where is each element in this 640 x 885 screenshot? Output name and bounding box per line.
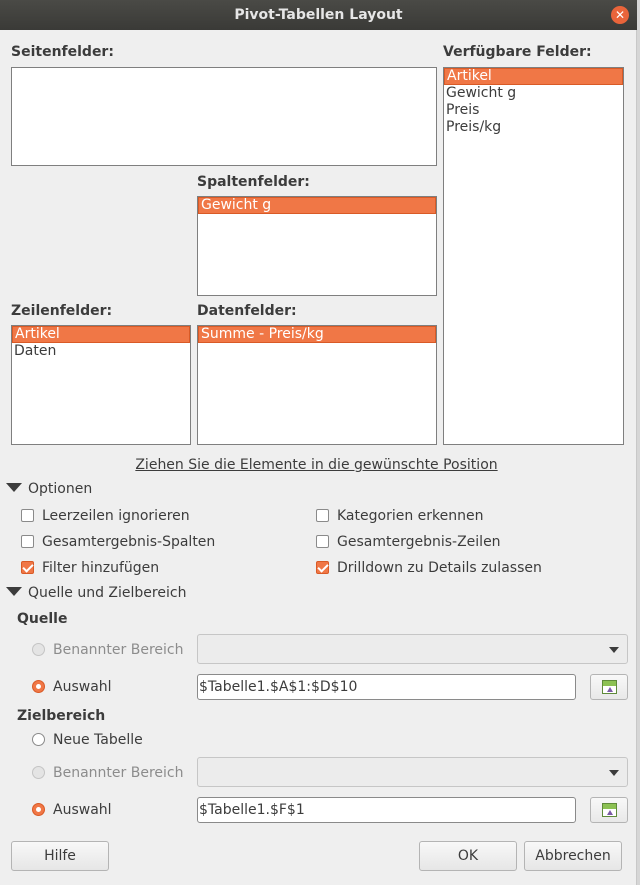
expander-triangle-icon [6,587,22,596]
close-icon[interactable]: ✕ [611,6,629,24]
source-range-input[interactable]: $Tabelle1.$A$1:$D$10 [197,674,576,700]
window-title: Pivot-Tabellen Layout [234,7,403,23]
ok-button[interactable]: OK [419,841,517,871]
page-fields-list[interactable] [11,67,437,166]
list-item[interactable]: Artikel [444,68,623,85]
dest-new-table-radio[interactable] [32,732,143,748]
list-item[interactable]: Gewicht g [446,85,517,101]
source-dest-expander[interactable] [6,585,186,601]
source-dest-header: Quelle und Zielbereich [28,585,187,601]
ignore-empty-rows-checkbox[interactable] [21,508,190,524]
source-shrink-button[interactable] [590,674,628,700]
radio-icon [32,643,45,656]
checkbox-label: Filter hinzufügen [42,560,160,576]
source-selection-radio[interactable] [32,679,112,695]
data-fields-list[interactable] [197,325,437,445]
checkbox-label: Kategorien erkennen [337,508,484,524]
dest-named-range-radio[interactable] [32,765,183,781]
radio-icon [32,733,45,746]
checkbox-checked-icon [21,561,34,574]
list-item[interactable]: Artikel [12,326,190,343]
help-button[interactable]: Hilfe [11,841,109,871]
list-item[interactable]: Gewicht g [198,197,436,214]
checkbox-icon [21,535,34,548]
dest-selection-radio[interactable] [32,802,112,818]
checkbox-label: Gesamtergebnis-Zeilen [337,534,501,550]
options-expander[interactable] [6,481,92,497]
checkbox-icon [21,509,34,522]
checkbox-label: Gesamtergebnis-Spalten [42,534,216,550]
list-item[interactable]: Preis/kg [446,119,502,135]
chevron-down-icon [609,770,619,776]
checkbox-label: Drilldown zu Details zulassen [337,560,542,576]
source-title: Quelle [17,611,68,627]
drag-hint: Ziehen Sie die Elemente in die gewünschte Position [135,457,498,473]
drilldown-checkbox[interactable] [316,560,542,576]
row-fields-list[interactable] [11,325,191,445]
dest-range-input[interactable]: $Tabelle1.$F$1 [197,797,576,823]
shrink-range-icon [602,680,617,694]
row-fields-label: Zeilenfelder: [11,303,113,319]
source-named-range-select[interactable] [197,634,628,664]
add-filter-checkbox[interactable] [21,560,159,576]
cancel-button[interactable]: Abbrechen [524,841,622,871]
identify-categories-checkbox[interactable] [316,508,483,524]
available-fields-label: Verfügbare Felder: [443,44,592,60]
options-header: Optionen [28,481,93,497]
radio-label: Neue Tabelle [53,732,143,748]
list-item[interactable]: Preis [446,102,480,118]
column-fields-list[interactable] [197,196,437,296]
dest-shrink-button[interactable] [590,797,628,823]
checkbox-icon [316,535,329,548]
expander-triangle-icon [6,483,22,492]
checkbox-label: Leerzeilen ignorieren [42,508,190,524]
shrink-range-icon [602,803,617,817]
dest-named-range-select[interactable] [197,757,628,787]
total-rows-checkbox[interactable] [316,534,501,550]
radio-icon [32,766,45,779]
title-bar [0,0,637,30]
data-fields-label: Datenfelder: [197,303,297,319]
available-fields-list[interactable] [443,67,624,445]
destination-title: Zielbereich [17,708,106,724]
page-fields-label: Seitenfelder: [11,44,114,60]
list-item[interactable]: Daten [14,343,57,359]
total-columns-checkbox[interactable] [21,534,215,550]
checkbox-icon [316,509,329,522]
checkbox-checked-icon [316,561,329,574]
radio-label: Auswahl [53,802,112,818]
radio-selected-icon [32,680,45,693]
radio-label: Benannter Bereich [53,765,184,781]
chevron-down-icon [609,647,619,653]
column-fields-label: Spaltenfelder: [197,174,310,190]
radio-selected-icon [32,803,45,816]
source-named-range-radio[interactable] [32,642,183,658]
radio-label: Auswahl [53,679,112,695]
radio-label: Benannter Bereich [53,642,184,658]
list-item[interactable]: Summe - Preis/kg [198,326,436,343]
